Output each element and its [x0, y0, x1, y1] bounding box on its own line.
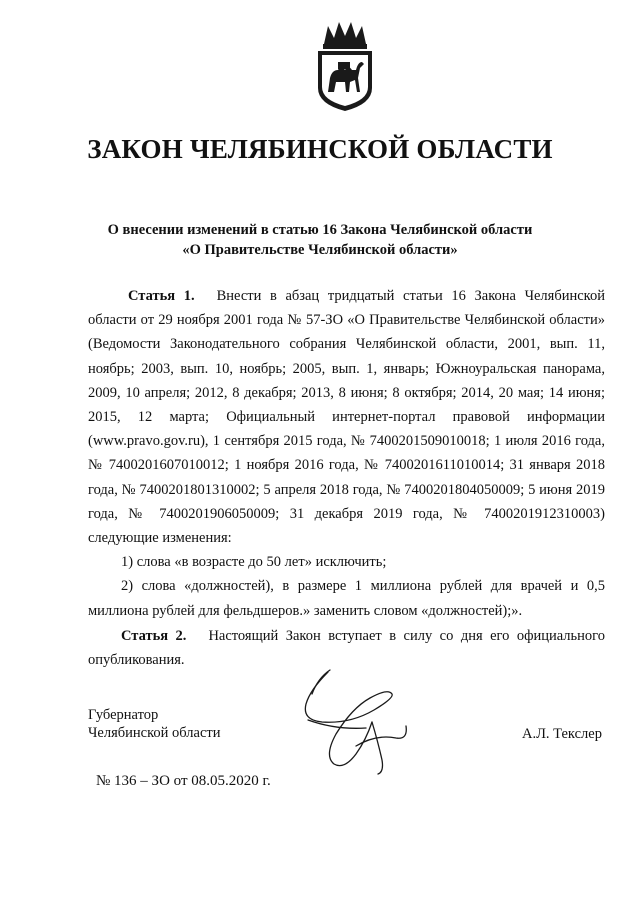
subtitle-line-1: О внесении изменений в статью 16 Закона Челябинской области — [107, 222, 533, 238]
law-subtitle — [0, 220, 640, 260]
article-1 — [88, 284, 605, 623]
coat-of-arms-emblem — [310, 18, 380, 114]
law-title: ЗАКОН ЧЕЛЯБИНСКОЙ ОБЛАСТИ — [87, 134, 553, 164]
article-1-item-1: 1) слова «в возрасте до 50 лет» исключить; — [121, 554, 387, 571]
governor-title-line-1: Губернатор — [88, 707, 159, 723]
article-2-label: Статья 2. — [121, 628, 187, 644]
governor-signature — [296, 664, 426, 778]
law-date: 08.05.2020 г. — [191, 773, 271, 789]
governor-title-line-2: Челябинской области — [88, 725, 221, 741]
governor-position — [88, 706, 221, 742]
article-1-item-2: 2) слова «должностей), в размере 1 миллиона рублей для врачей и 0,5 миллиона рублей для фельдшеров.» заменить словом «должностей);». — [88, 578, 605, 619]
article-1-intro-text: Внести в абзац тридцатый статьи 16 Закона Челябинской области от 29 ноября 2001 года № 57-ЗО «О Правительстве Челябинской области» (Ведомости Законодательного собрания Челябинской области, 2001, вып. 11, ноябрь; 2003, вып. 10, ноябрь; 2005, вып. 1, январь; Южноуральская панорама, 2009, 10 апреля; 2012, 8 декабря; 2013, 8 июня; 8 октября; 2014, 20 мая; 14 июня; 2015, 12 марта; Официальный интернет-портал правовой информации (www.pravo.gov.ru), 1 сентября 2015 года, № 7400201509010018; 1 июля 2016 года, № 7400201607010012; 1 ноября 2016 года, № 7400201611010014; 31 января 2018 года, № 7400201801310002; 5 апреля 2018 года, № 7400201804050009; 5 июня 2019 года, № 7400201906050009; 31 декабря 2019 года, № 7400201912310003) следующие изменения: — [88, 288, 605, 547]
article-1-intro-paragraph — [88, 284, 605, 550]
subtitle-line-2: «О Правительстве Челябинской области» — [182, 242, 458, 258]
law-number: № 136 – ЗО — [96, 773, 170, 789]
governor-name: А.Л. Текслер — [522, 726, 602, 742]
law-number-line — [96, 773, 271, 790]
article-1-label: Статья 1. — [128, 288, 195, 304]
article-2-text: Настоящий Закон вступает в силу со дня его официального опубликования. — [88, 628, 606, 669]
law-date-prefix: от — [173, 773, 188, 789]
